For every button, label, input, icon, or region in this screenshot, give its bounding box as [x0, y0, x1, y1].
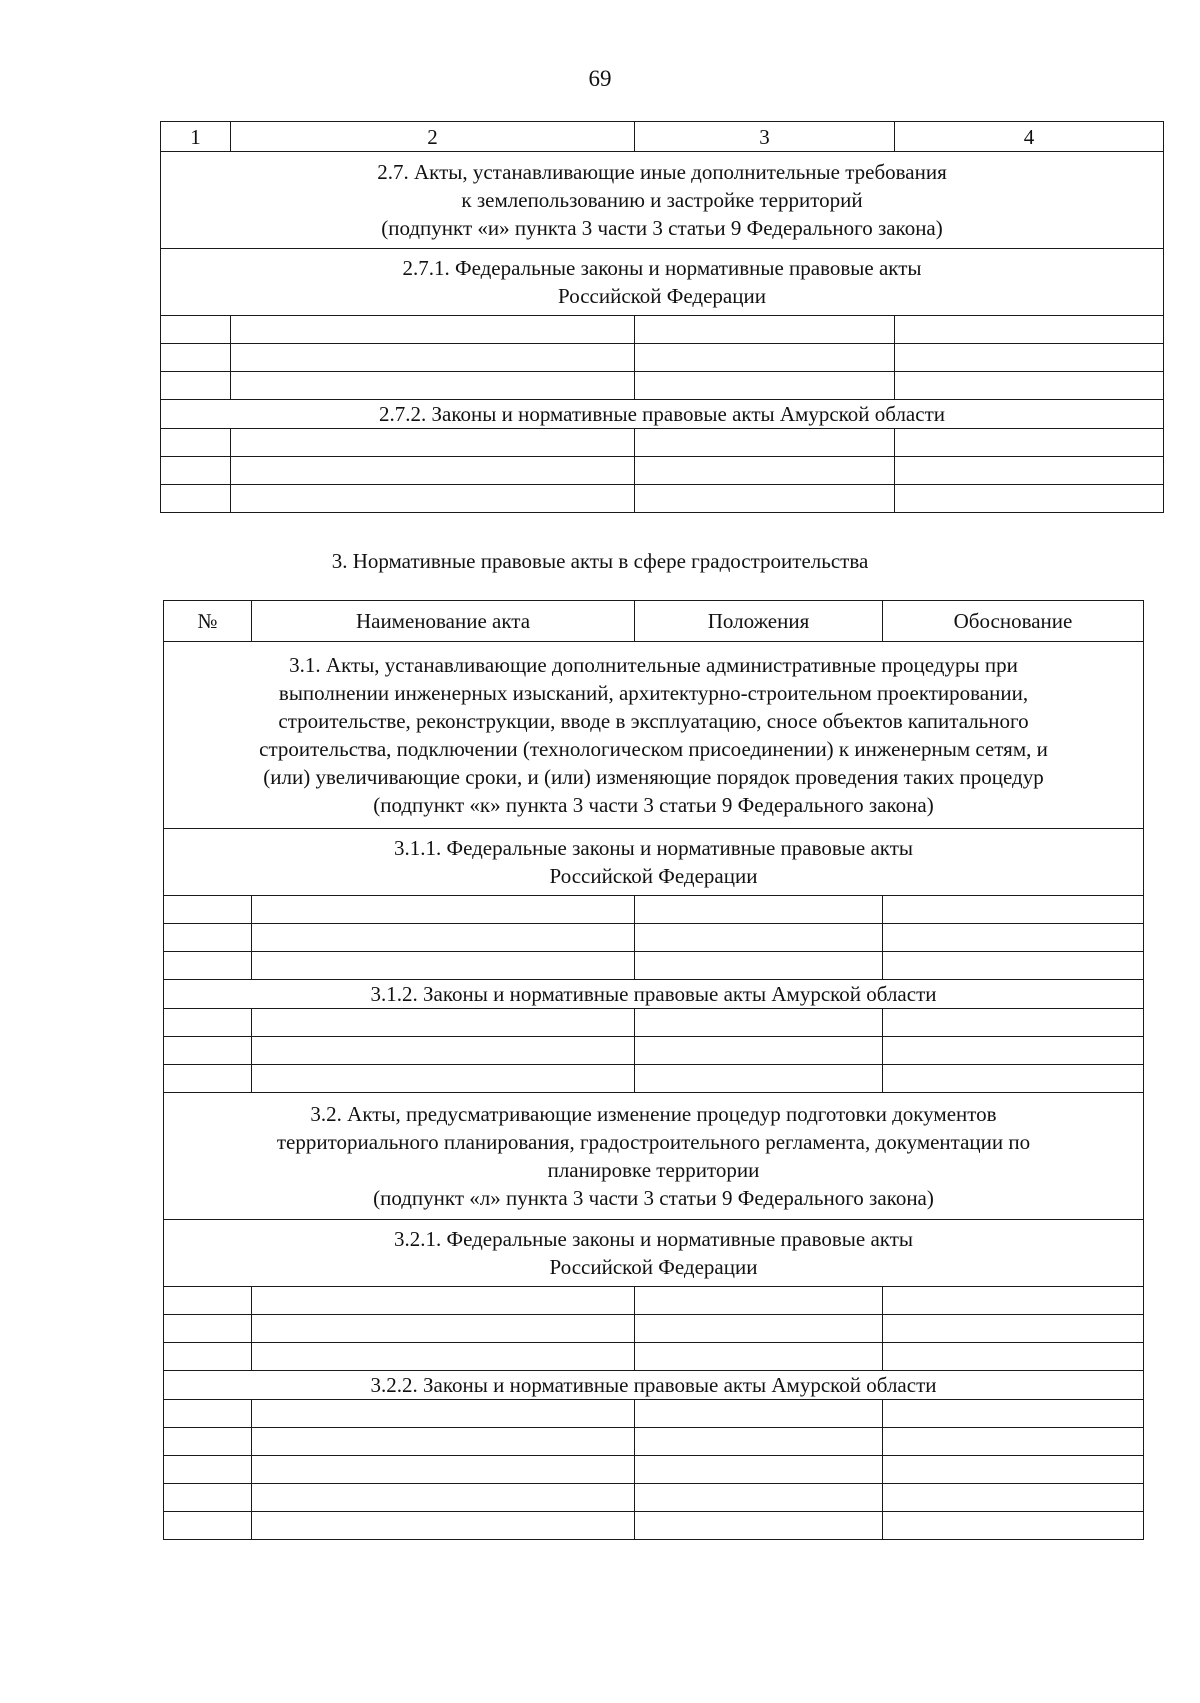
- column-number-2: 2: [231, 122, 635, 152]
- empty-cell: [635, 1512, 883, 1540]
- section-line: строительства, подключении (технологическом присоединении) к инженерным сетям, и: [259, 737, 1048, 761]
- empty-cell: [635, 1456, 883, 1484]
- section-2-7-1-heading: [161, 249, 1164, 316]
- empty-cell: [252, 1484, 635, 1512]
- section-2-7-2-heading: [161, 400, 1164, 429]
- empty-cell: [164, 952, 252, 980]
- blank-row: [164, 1065, 1144, 1093]
- empty-cell: [883, 1343, 1144, 1371]
- header-justification: Обоснование: [883, 601, 1144, 642]
- section-line: (или) увеличивающие сроки, и (или) изменяющие порядок проведения таких процедур: [263, 765, 1044, 789]
- section-line: 3.2.2. Законы и нормативные правовые акты Амурской области: [370, 1373, 937, 1397]
- empty-cell: [895, 485, 1164, 513]
- section-3-2-2-heading: [164, 1371, 1144, 1400]
- empty-cell: [252, 1009, 635, 1037]
- empty-cell: [635, 1400, 883, 1428]
- empty-cell: [161, 344, 231, 372]
- empty-cell: [895, 457, 1164, 485]
- section-3-2-heading: [164, 1093, 1144, 1220]
- empty-cell: [161, 429, 231, 457]
- blank-row: [164, 1037, 1144, 1065]
- empty-cell: [883, 1400, 1144, 1428]
- empty-cell: [635, 1428, 883, 1456]
- section-line: Российской Федерации: [549, 864, 758, 888]
- empty-cell: [635, 372, 895, 400]
- header-number: №: [164, 601, 252, 642]
- section-3-2-1-heading: [164, 1220, 1144, 1287]
- blank-row: [161, 485, 1164, 513]
- section-row: [161, 400, 1164, 429]
- empty-cell: [164, 1512, 252, 1540]
- empty-cell: [635, 1009, 883, 1037]
- section-line: Российской Федерации: [558, 284, 766, 308]
- blank-row: [164, 1287, 1144, 1315]
- empty-cell: [231, 316, 635, 344]
- empty-cell: [883, 1428, 1144, 1456]
- blank-row: [161, 344, 1164, 372]
- empty-cell: [164, 1009, 252, 1037]
- empty-cell: [883, 1456, 1144, 1484]
- column-number-row: [161, 122, 1164, 152]
- section-3-1-1-heading: [164, 829, 1144, 896]
- empty-cell: [252, 1456, 635, 1484]
- empty-cell: [252, 1428, 635, 1456]
- empty-cell: [252, 1343, 635, 1371]
- empty-cell: [231, 485, 635, 513]
- empty-cell: [164, 1343, 252, 1371]
- empty-cell: [635, 1287, 883, 1315]
- section-3-1-2-heading: [164, 980, 1144, 1009]
- empty-cell: [231, 457, 635, 485]
- blank-row: [161, 316, 1164, 344]
- section-line: (подпункт «к» пункта 3 части 3 статьи 9 Федерального закона): [373, 793, 934, 817]
- empty-cell: [161, 485, 231, 513]
- section-line: выполнении инженерных изысканий, архитектурно-строительном проектировании,: [278, 681, 1029, 705]
- empty-cell: [252, 1512, 635, 1540]
- empty-cell: [895, 316, 1164, 344]
- section-line: строительстве, реконструкции, вводе в эксплуатацию, сносе объектов капитального: [278, 709, 1029, 733]
- blank-row: [161, 372, 1164, 400]
- table-continuation: [160, 121, 1164, 513]
- empty-cell: [231, 344, 635, 372]
- column-number-3: 3: [635, 122, 895, 152]
- section-row: [164, 1220, 1144, 1287]
- column-number-1: 1: [161, 122, 231, 152]
- empty-cell: [635, 316, 895, 344]
- section-row: [161, 249, 1164, 316]
- empty-cell: [895, 429, 1164, 457]
- empty-cell: [883, 1512, 1144, 1540]
- section-row: [164, 980, 1144, 1009]
- column-number-4: 4: [895, 122, 1164, 152]
- section-2-7-heading: [161, 152, 1164, 249]
- section-line: Российской Федерации: [549, 1255, 758, 1279]
- empty-cell: [883, 1287, 1144, 1315]
- section-3-1-heading: [164, 642, 1144, 829]
- section-row: [164, 642, 1144, 829]
- empty-cell: [164, 1400, 252, 1428]
- blank-row: [164, 952, 1144, 980]
- empty-cell: [252, 924, 635, 952]
- empty-cell: [635, 1065, 883, 1093]
- blank-row: [164, 1512, 1144, 1540]
- empty-cell: [883, 896, 1144, 924]
- section-line: 2.7.1. Федеральные законы и нормативные правовые акты: [402, 256, 922, 280]
- section-line: к землепользованию и застройке территорий: [461, 188, 863, 212]
- blank-row: [164, 1400, 1144, 1428]
- empty-cell: [164, 924, 252, 952]
- section-line: 3.2.1. Федеральные законы и нормативные правовые акты: [393, 1227, 913, 1251]
- empty-cell: [635, 1037, 883, 1065]
- empty-cell: [883, 1484, 1144, 1512]
- header-act-name: Наименование акта: [252, 601, 635, 642]
- empty-cell: [635, 457, 895, 485]
- empty-cell: [231, 429, 635, 457]
- section-line: территориального планирования, градостроительного регламента, документации по: [276, 1130, 1031, 1154]
- empty-cell: [252, 1400, 635, 1428]
- empty-cell: [164, 1484, 252, 1512]
- empty-cell: [161, 457, 231, 485]
- blank-row: [161, 457, 1164, 485]
- section-line: 3.1.2. Законы и нормативные правовые акты Амурской области: [370, 982, 937, 1006]
- section-row: [164, 829, 1144, 896]
- empty-cell: [635, 344, 895, 372]
- section-line: 3.2. Акты, предусматривающие изменение процедур подготовки документов: [310, 1102, 997, 1126]
- empty-cell: [164, 1065, 252, 1093]
- empty-cell: [883, 952, 1144, 980]
- section-row: [164, 1371, 1144, 1400]
- empty-cell: [883, 1315, 1144, 1343]
- empty-cell: [164, 1456, 252, 1484]
- section-line: (подпункт «и» пункта 3 части 3 статьи 9 Федерального закона): [381, 216, 943, 240]
- empty-cell: [252, 1287, 635, 1315]
- empty-cell: [164, 1037, 252, 1065]
- header-provisions: Положения: [635, 601, 883, 642]
- empty-cell: [231, 372, 635, 400]
- blank-row: [164, 1428, 1144, 1456]
- empty-cell: [252, 1037, 635, 1065]
- empty-cell: [883, 1009, 1144, 1037]
- empty-cell: [883, 1065, 1144, 1093]
- empty-cell: [635, 924, 883, 952]
- table-header-row: [164, 601, 1144, 642]
- empty-cell: [635, 952, 883, 980]
- section-line: планировке территории: [547, 1158, 760, 1182]
- empty-cell: [161, 316, 231, 344]
- empty-cell: [895, 372, 1164, 400]
- empty-cell: [635, 1343, 883, 1371]
- blank-row: [164, 1456, 1144, 1484]
- blank-row: [164, 924, 1144, 952]
- section-line: 2.7.2. Законы и нормативные правовые акты Амурской области: [379, 402, 945, 426]
- empty-cell: [252, 896, 635, 924]
- empty-cell: [895, 344, 1164, 372]
- blank-row: [164, 1343, 1144, 1371]
- empty-cell: [635, 1315, 883, 1343]
- blank-row: [164, 1009, 1144, 1037]
- section-line: 3.1. Акты, устанавливающие дополнительные административные процедуры при: [289, 653, 1018, 677]
- empty-cell: [164, 1428, 252, 1456]
- empty-cell: [883, 1037, 1144, 1065]
- empty-cell: [635, 429, 895, 457]
- empty-cell: [252, 1065, 635, 1093]
- section-line: 3.1.1. Федеральные законы и нормативные правовые акты: [393, 836, 913, 860]
- empty-cell: [164, 1315, 252, 1343]
- empty-cell: [164, 1287, 252, 1315]
- page-number: 69: [588, 66, 612, 91]
- empty-cell: [252, 952, 635, 980]
- empty-cell: [635, 896, 883, 924]
- section-line: (подпункт «л» пункта 3 части 3 статьи 9 Федерального закона): [373, 1186, 934, 1210]
- section-3-heading: 3. Нормативные правовые акты в сфере градостроительства: [331, 549, 869, 573]
- empty-cell: [635, 1484, 883, 1512]
- empty-cell: [883, 924, 1144, 952]
- blank-row: [164, 1315, 1144, 1343]
- blank-row: [164, 896, 1144, 924]
- blank-row: [161, 429, 1164, 457]
- empty-cell: [164, 896, 252, 924]
- blank-row: [164, 1484, 1144, 1512]
- section-row: [161, 152, 1164, 249]
- empty-cell: [161, 372, 231, 400]
- empty-cell: [252, 1315, 635, 1343]
- empty-cell: [635, 485, 895, 513]
- regulatory-acts-table: [163, 600, 1144, 1540]
- section-line: 2.7. Акты, устанавливающие иные дополнительные требования: [377, 160, 947, 184]
- section-row: [164, 1093, 1144, 1220]
